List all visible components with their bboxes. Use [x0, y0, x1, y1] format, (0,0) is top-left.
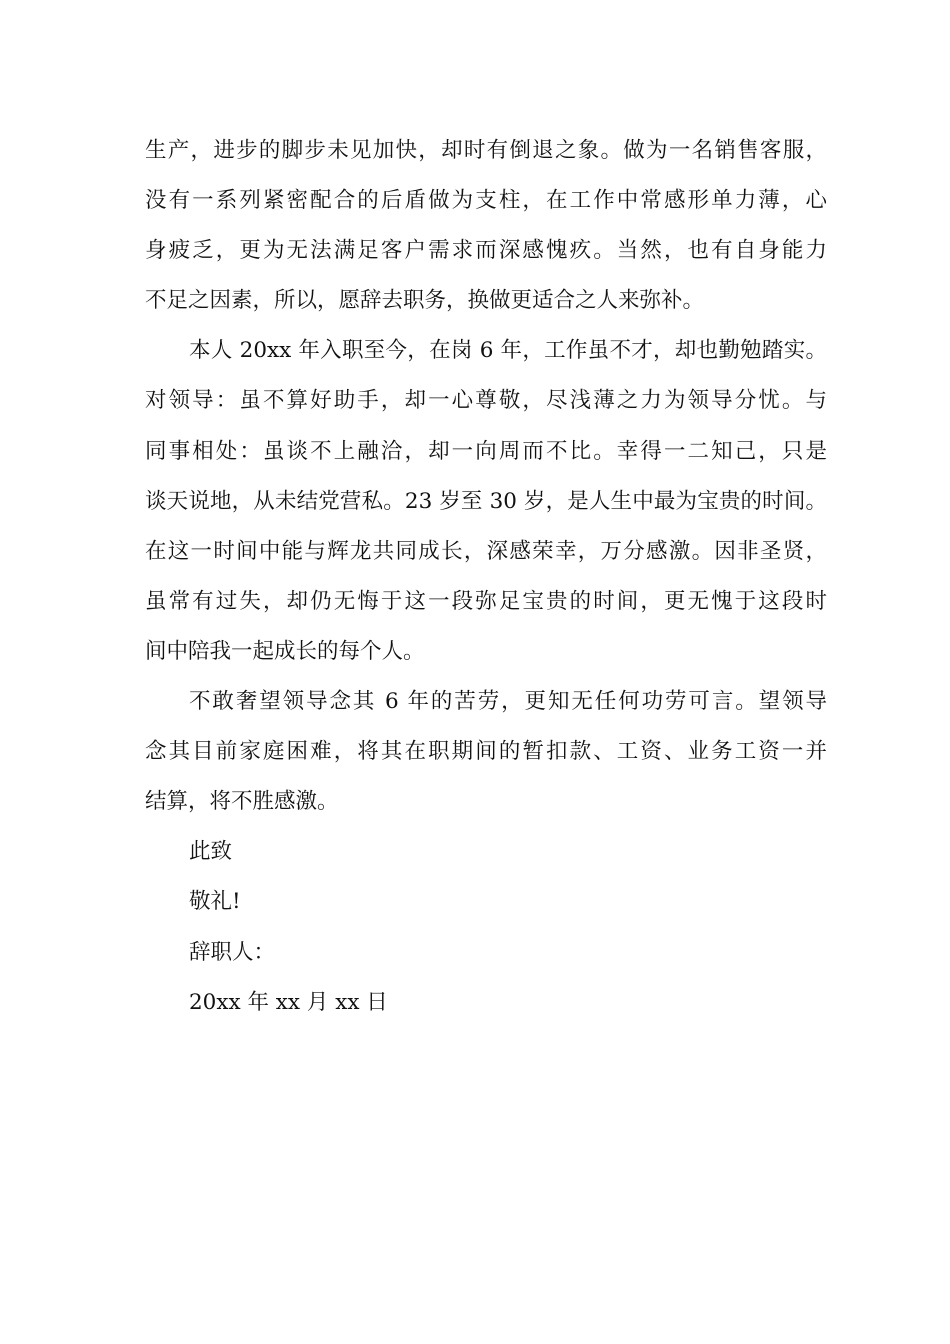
letter-body [145, 128, 827, 1030]
text-line: 不敢奢望领导念其 6 年的苦劳，更知无任何功劳可言。望领导 [189, 689, 827, 715]
date: 20xx 年 xx 月 xx 日 [189, 989, 388, 1015]
paragraph [145, 679, 827, 829]
text-line: 没有一系列紧密配合的后盾做为支柱，在工作中常感形单力薄，心 [145, 188, 827, 214]
text-line: 在这一时间中能与辉龙共同成长，深感荣幸，万分感激。因非圣贤， [145, 538, 827, 564]
salutation: 此致 [189, 839, 233, 865]
text-line: 结算，将不胜感激。 [145, 789, 339, 815]
text-line: 间中陪我一起成长的每个人。 [145, 638, 425, 664]
closing-block [145, 829, 827, 1029]
text-line: 虽常有过失，却仍无悔于这一段弥足宝贵的时间，更无愧于这段时 [145, 588, 827, 614]
paragraph [145, 328, 827, 679]
text-line: 念其目前家庭困难，将其在职期间的暂扣款、工资、业务工资一并 [145, 739, 827, 765]
paragraph [145, 128, 827, 328]
text-line: 身疲乏，更为无法满足客户需求而深感愧疚。当然，也有自身能力 [145, 238, 827, 264]
text-line: 不足之因素，所以，愿辞去职务，换做更适合之人来弥补。 [145, 288, 705, 314]
signature-label: 辞职人： [189, 939, 276, 965]
text-line: 同事相处：虽谈不上融洽，却一向周而不比。幸得一二知己，只是 [145, 438, 827, 464]
text-line: 生产，进步的脚步未见加快，却时有倒退之象。做为一名销售客服， [145, 138, 827, 163]
text-line: 本人 20xx 年入职至今，在岗 6 年，工作虽不才，却也勤勉踏实。 [189, 338, 827, 364]
text-line: 谈天说地，从未结党营私。23 岁至 30 岁，是人生中最为宝贵的时间。 [145, 488, 827, 514]
regards: 敬礼! [189, 889, 241, 915]
text-line: 对领导：虽不算好助手，却一心尊敬，尽浅薄之力为领导分忧。与 [145, 388, 827, 414]
